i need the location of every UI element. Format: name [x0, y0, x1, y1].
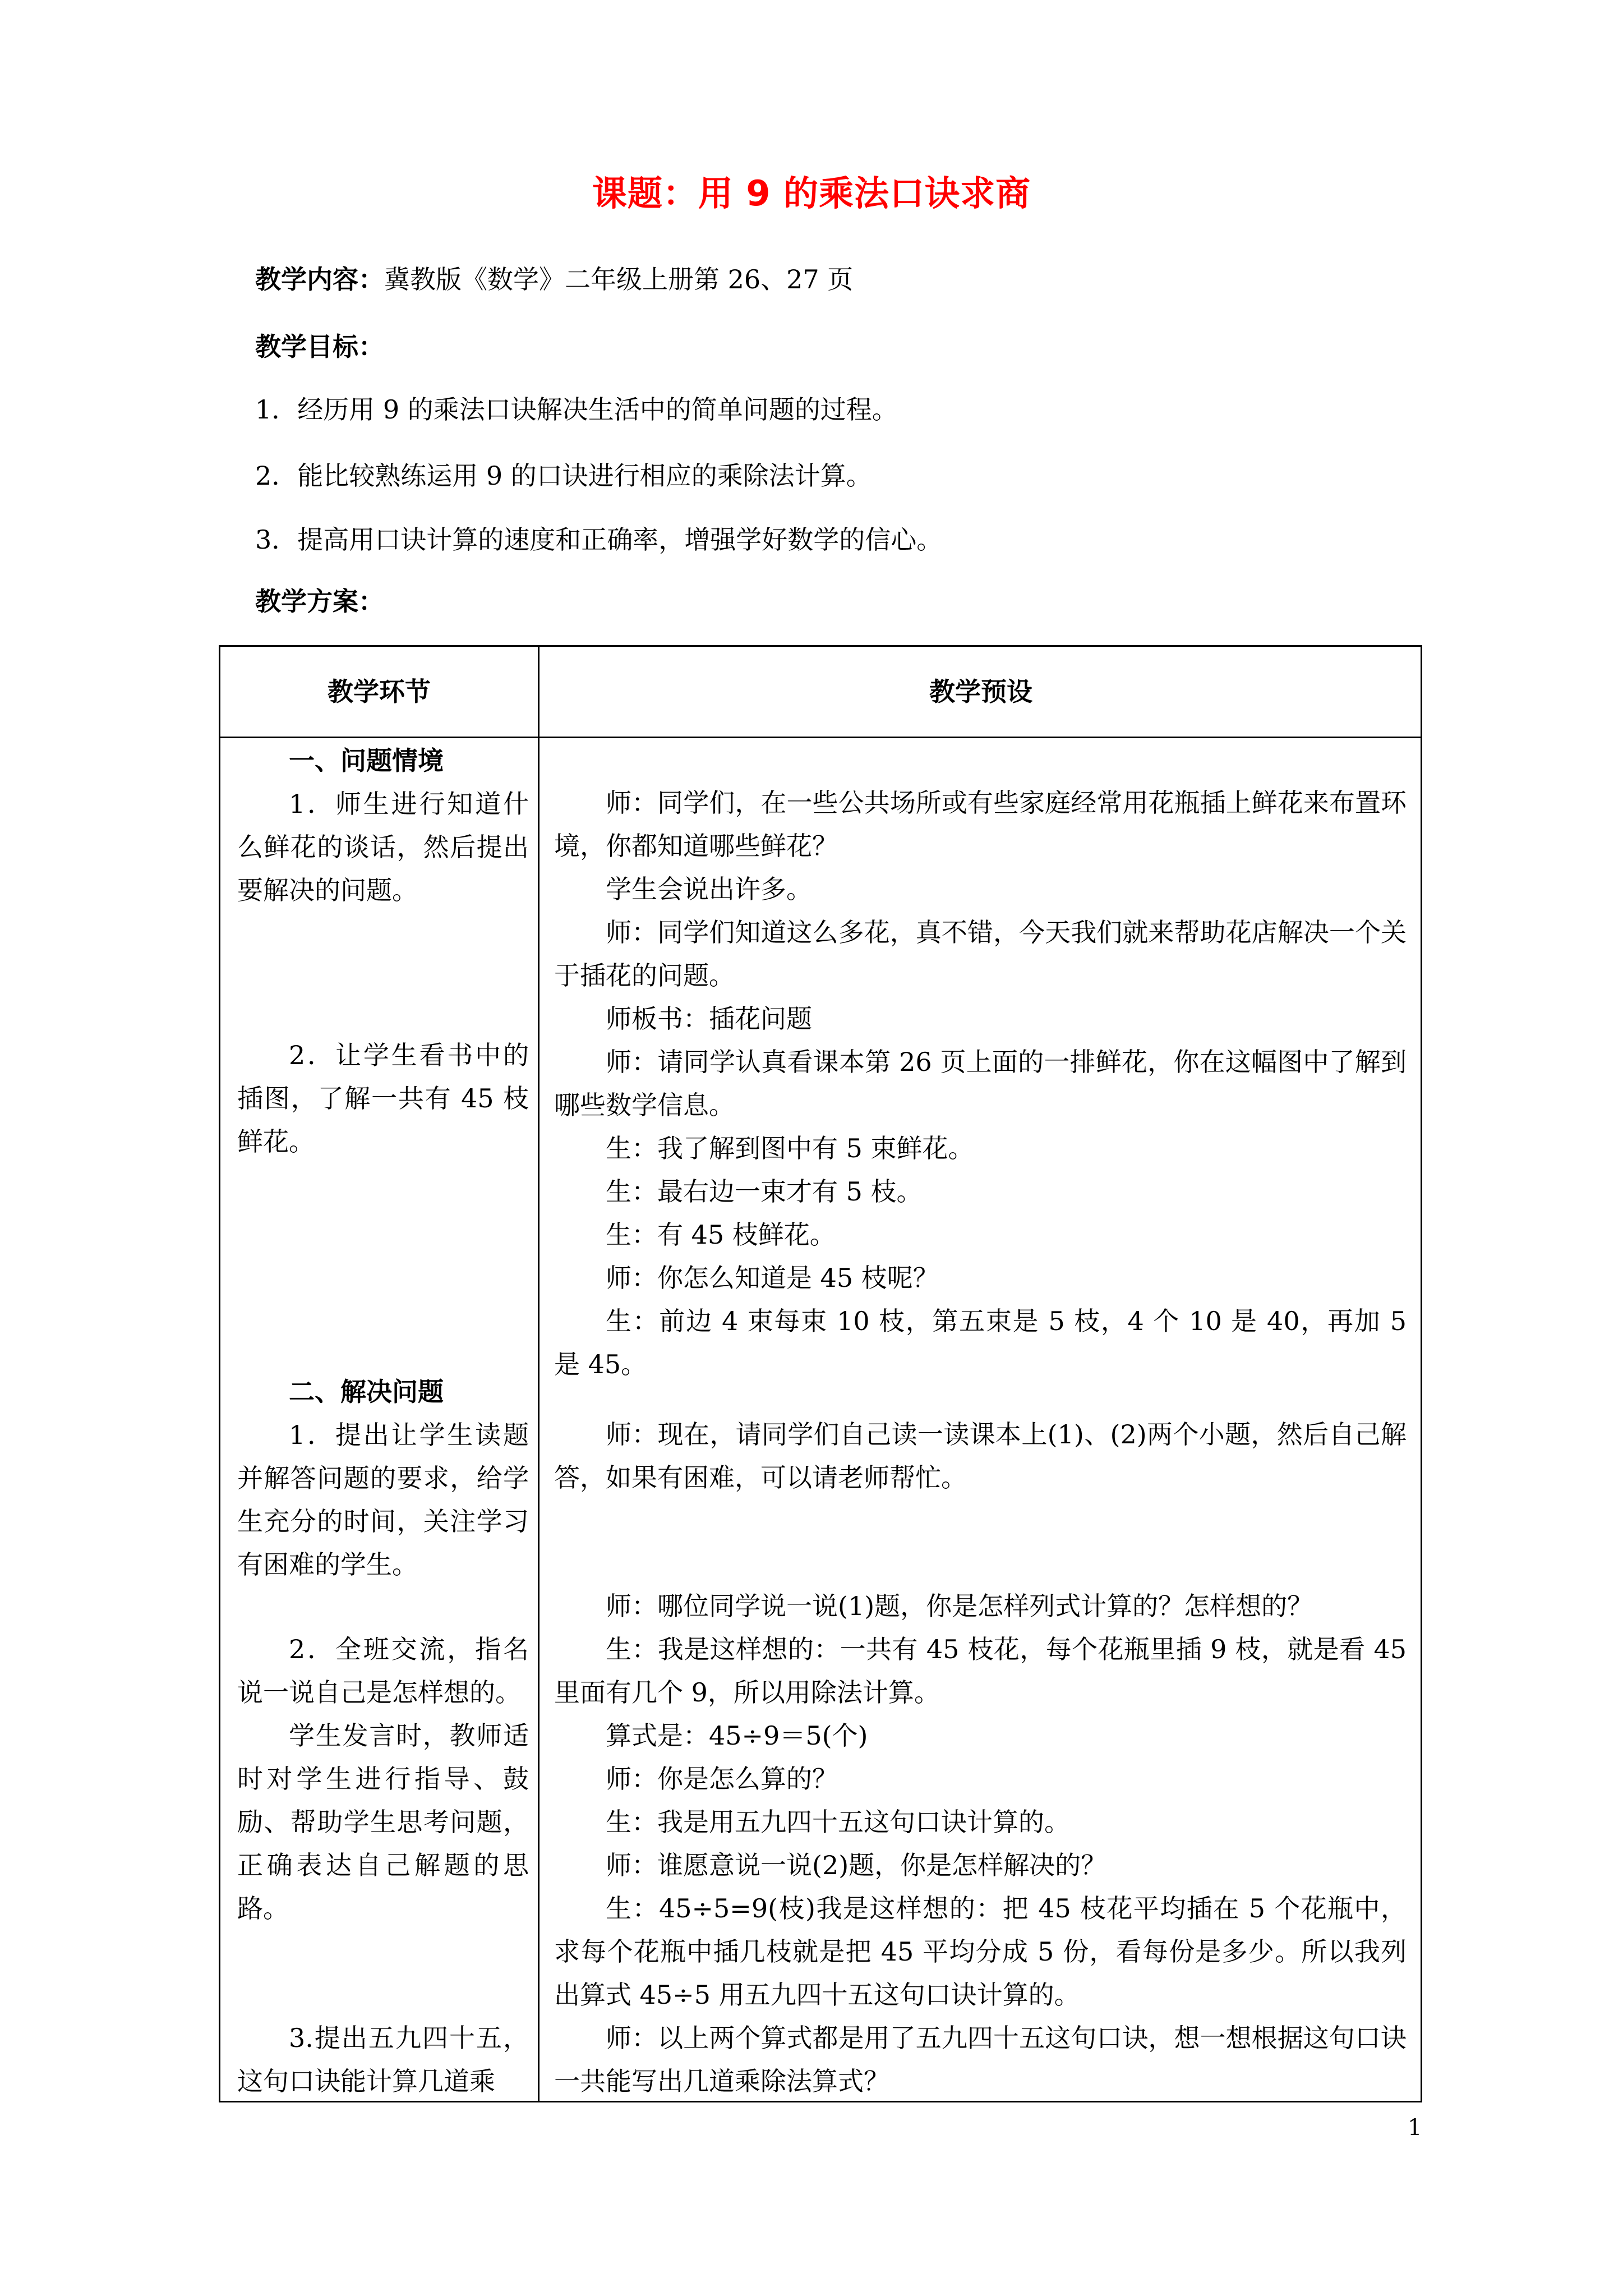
left-block-class-exchange	[237, 1628, 529, 1930]
left-block-picture	[237, 1034, 529, 1163]
objectives-label: 教学目标：	[255, 332, 384, 362]
dialogue-line: 师板书：插花问题	[606, 1004, 812, 1034]
content-line	[255, 263, 853, 296]
dialogue-line: 师：你怎么知道是 45 枝呢？	[606, 1263, 939, 1293]
dialogue-line: 师：以上两个算式都是用了五九四十五这句口诀，想一想根据这句口诀一共能写出几道乘除法算式？	[554, 2023, 1407, 2096]
dialogue-line: 学生会说出许多。	[606, 874, 812, 904]
dialogue-line: 师：谁愿意说一说(2)题，你是怎样解决的？	[606, 1850, 1107, 1880]
header-teaching-plan: 教学预设	[929, 677, 1032, 707]
lesson-plan-table	[219, 645, 1422, 2102]
left-paragraph: 1．提出让学生读题并解答问题的要求，给学生充分的时间，关注学习有困难的学生。	[237, 1420, 529, 1580]
left-block-problem-situation	[237, 739, 529, 912]
left-paragraph: 3.提出五九四十五，这句口诀能计算几道乘	[237, 2023, 529, 2096]
dialogue-line: 生：最右边一束才有 5 枝。	[606, 1176, 923, 1207]
dialogue-line: 师：现在，请同学们自己读一读课本上(1)、(2)两个小题，然后自己解答，如果有困难，可以请老师帮忙。	[554, 1419, 1407, 1493]
objective-2: 2．能比较熟练运用 9 的口诀进行相应的乘除法计算。	[255, 461, 872, 491]
section-title: 二、解决问题	[289, 1377, 444, 1407]
right-block-dialogue-2	[554, 1413, 1407, 1499]
left-paragraph: 1．师生进行知道什么鲜花的谈话，然后提出要解决的问题。	[237, 789, 529, 905]
left-paragraph: 2．全班交流，指名说一说自己是怎样想的。	[237, 1634, 529, 1708]
dialogue-line: 算式是：45÷9＝5(个)	[606, 1720, 868, 1751]
section-title: 一、问题情境	[289, 746, 444, 776]
dialogue-line: 师：同学们，在一些公共场所或有些家庭经常用花瓶插上鲜花来布置环境，你都知道哪些鲜花？	[554, 788, 1407, 861]
dialogue-line: 师：你是怎么算的？	[606, 1764, 838, 1794]
dialogue-line: 生：我是用五九四十五这句口诀计算的。	[606, 1807, 1070, 1837]
header-teaching-stage: 教学环节	[328, 677, 431, 707]
page-number: 1	[1408, 2115, 1422, 2141]
header-divider	[220, 737, 1421, 738]
objective-3: 3．提高用口诀计算的速度和正确率，增强学好数学的信心。	[255, 524, 943, 555]
column-divider	[538, 647, 540, 2101]
dialogue-line: 生：有 45 枝鲜花。	[606, 1220, 836, 1250]
content-label: 教学内容：	[255, 264, 384, 295]
dialogue-line: 生：我了解到图中有 5 束鲜花。	[606, 1133, 974, 1163]
right-block-dialogue-1	[554, 781, 1407, 1386]
document-title: 课题：用 9 的乘法口诀求商	[592, 173, 1031, 214]
plan-label: 教学方案：	[255, 586, 384, 616]
left-paragraph: 2．让学生看书中的插图，了解一共有 45 枝鲜花。	[237, 1040, 529, 1157]
objective-1: 1．经历用 9 的乘法口诀解决生活中的简单问题的过程。	[255, 394, 898, 425]
dialogue-line: 师：同学们知道这么多花，真不错，今天我们就来帮助花店解决一个关于插花的问题。	[554, 917, 1407, 991]
left-block-solve-problem	[237, 1370, 529, 1586]
dialogue-line: 生：我是这样想的：一共有 45 枝花，每个花瓶里插 9 枝，就是看 45 里面有几个 9，所以用除法计算。	[554, 1634, 1407, 1708]
right-block-dialogue-3	[554, 1585, 1407, 2103]
dialogue-line: 师：哪位同学说一说(1)题，你是怎样列式计算的？怎样想的？	[606, 1591, 1313, 1621]
dialogue-line: 生：前边 4 束每束 10 枝，第五束是 5 枝，4 个 10 是 40，再加 5 是 45。	[554, 1306, 1407, 1379]
left-block-formula	[237, 2017, 529, 2103]
dialogue-line: 师：请同学认真看课本第 26 页上面的一排鲜花，你在这幅图中了解到哪些数学信息。	[554, 1047, 1407, 1120]
content-value: 冀教版《数学》二年级上册第 26、27 页	[384, 264, 854, 295]
dialogue-line: 生：45÷5=9(枝)我是这样想的：把 45 枝花平均插在 5 个花瓶中，求每个花瓶中插几枝就是把 45 平均分成 5 份，看每份是多少。所以我列出算式 45÷5 用五九四十五这句口诀计算的。	[554, 1893, 1407, 2010]
left-paragraph: 学生发言时，教师适时对学生进行指导、鼓励、帮助学生思考问题，正确表达自己解题的思路。	[237, 1720, 529, 1924]
